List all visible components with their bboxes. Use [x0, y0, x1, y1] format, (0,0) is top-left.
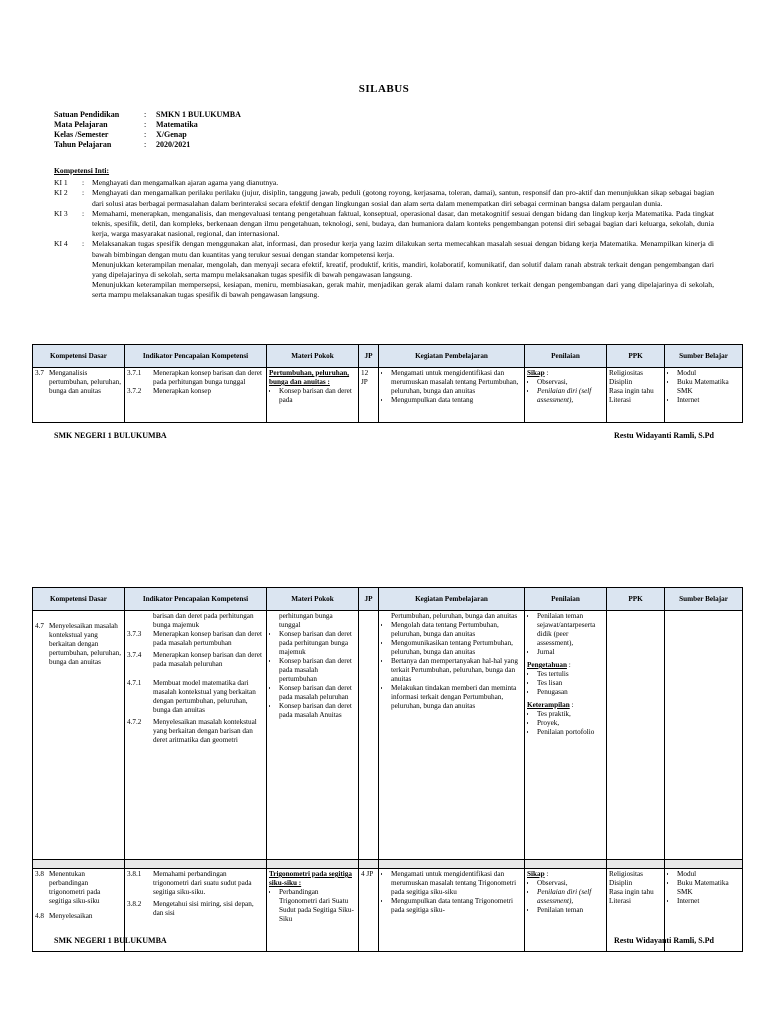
- page-footer: [54, 431, 714, 440]
- ki-text: Melaksanakan tugas spesifik dengan menggunakan alat, informasi, dan prosedur kerja yang lazim dilakukan serta memecahkan masalah sesuai dengan bidang kerja Matematika. Menampilkan kinerja di bawah bimbingan dengan mutu dan kuantitas yang terukur sesuai dengan standar kompetensi kerja.: [92, 239, 714, 259]
- kd-cell: [33, 611, 125, 860]
- ki-heading: Kompetensi Inti:: [54, 166, 110, 175]
- ki4-extra-text: Menunjukkan keterampilan menalar, mengolah, dan menyaji secara efektif, kreatif, produktif, kritis, mandiri, kolaboratif, komunikatif, dan solutif dalam ranah abstrak terkait dengan pengembangan dari yang dipelajarinya di sekolah, serta mampu melaksanakan tugas spesifik di bawah pengawasan langsung.: [92, 259, 714, 280]
- ki4-extra-text: Menunjukkan keterampilan mempersepsi, kesiapan, meniru, membiasakan, gerak mahir, menjadikan gerak alami dalam ranah konkret terkait dengan pengembangan dari yang dipelajarinya di sekolah, serta mampu melaksanakan tugas spesifik di bawah pengawasan langsung.: [92, 280, 714, 300]
- indicator-text: Membuat model matematika dari masalah kontekstual yang berkaitan dengan pertumbuhan, peluruhan, bunga dan anuitas: [153, 679, 256, 714]
- table-header-row: [33, 588, 743, 611]
- indicator-number: 3.7.4: [127, 651, 142, 659]
- indicator-text: Menerapkan konsep: [153, 387, 212, 395]
- footer-school: SMK NEGERI 1 BULUKUMBA: [54, 936, 167, 945]
- ppk-cell: [607, 611, 665, 860]
- kd-text: Menyelesaikan: [49, 912, 93, 920]
- sumber-cell: [665, 611, 743, 860]
- indicator-text: Menerapkan konsep barisan dan deret pada masalah pertumbuhan: [153, 630, 262, 647]
- indicator-text: Menerapkan konsep barisan dan deret pada masalah peluruhan: [153, 651, 262, 668]
- header-kompetensi-dasar: Kompetensi Dasar: [33, 345, 125, 368]
- header-kegiatan: Kegiatan Pembelajaran: [379, 345, 525, 368]
- kd-number: 3.8: [35, 870, 44, 878]
- sumber-item: • Modul: [677, 369, 740, 378]
- jp-cell: [359, 368, 379, 423]
- header-kegiatan: Kegiatan Pembelajaran: [379, 588, 525, 611]
- ki-text: Menghayati dan mengamalkan perilaku perilaku (jujur, disiplin, tanggung jawab, peduli (gotong royong, kerjasama, toleran, damai), santun, responsif dan pro-aktif dan menunjukkan sikap sebagai bagian dari solusi atas berbagai permasalahan dalam berinteraksi secara efektif dengan lingkungan sosial dan alam serta dalam menempatkan diri sebagai cerminan bangsa dalam pergaulan dunia.: [92, 188, 714, 208]
- kegiatan-item: • Mengolah data tentang Pertumbuhan, peluruhan, bunga dan anuitas: [391, 621, 522, 639]
- indicator-number: 3.8.2: [127, 900, 142, 908]
- header-penilaian: Penilaian: [525, 588, 607, 611]
- header-sumber-belajar: Sumber Belajar: [665, 588, 743, 611]
- kd-text: Menyelesaikan masalah kontekstual yang berkaitan dengan pertumbuhan, peluruhan, bunga dan anuitas: [49, 622, 122, 666]
- penilaian-item: • Jurnal: [537, 648, 604, 657]
- info-label: Mata Pelajaran: [54, 120, 108, 129]
- header-indikator: Indikator Pencapaian Kompetensi: [125, 345, 267, 368]
- info-row: Tahun Pelajaran : 2020/2021: [54, 140, 191, 149]
- header-materi-pokok: Materi Pokok: [267, 345, 359, 368]
- table-header-row: [33, 345, 743, 368]
- penilaian-title: Pengetahuan: [527, 661, 567, 669]
- indicator-cell: [125, 368, 267, 423]
- indicator-text: Memahami perbandingan trigonometri dari suatu sudut pada segitiga siku-siku.: [153, 870, 252, 896]
- ki-text: Memahami, menerapkan, menganalisis, dan mengevaluasi tentang pengetahuan faktual, konseptual, operasional dasar, dan metakognitif sesuai dengan bidang dan lingkup kerja Matematika. Pada tingkat teknis, spesifik, detil, dan kompleks, berkenaan dengan ilmu pengetahuan, teknologi, seni, budaya, dan humaniora dalam konteks pengembangan potensi diri sebagai bagian dari keluarga, sekolah, dunia kerja, warga masyarakat nasional, regional, dan internasional.: [92, 208, 714, 239]
- kegiatan-item: • Mengomunikasikan tentang Pertumbuhan, peluruhan, bunga dan anuitas: [391, 639, 522, 657]
- ki-row: KI 2 : Menghayati dan mengamalkan perilaku perilaku (jujur, disiplin, tanggung jawab, peduli (gotong royong, kerjasama, toleran, damai), santun, responsif dan pro-aktif dan menunjukkan sikap sebagai bagian dari solusi atas berbagai permasalahan dalam berinteraksi secara efektif dengan lingkungan sosial dan alam serta dalam menempatkan diri sebagai cerminan bangsa dalam pergaulan dunia.: [54, 188, 714, 208]
- identity-block: [54, 110, 241, 150]
- sumber-item: • Modul: [677, 870, 740, 879]
- kd-cell: [33, 368, 125, 423]
- kegiatan-item: • Mengamati untuk mengidentifikasi dan merumuskan masalah tentang Trigonometri pada segitiga siku-siku: [391, 870, 522, 897]
- info-label: Satuan Pendidikan: [54, 110, 120, 119]
- info-value: Matematika: [156, 120, 198, 129]
- info-value: 2020/2021: [156, 140, 191, 149]
- header-penilaian: Penilaian: [525, 345, 607, 368]
- penilaian-item: • Penilaian teman: [537, 906, 604, 915]
- penilaian-item: • Observasi,: [537, 378, 604, 387]
- header-sumber-belajar: Sumber Belajar: [665, 345, 743, 368]
- sumber-item: • Buku Matematika SMK: [677, 378, 740, 396]
- header-kompetensi-dasar: Kompetensi Dasar: [33, 588, 125, 611]
- penilaian-item: • Tes praktik,: [537, 710, 604, 719]
- kd-number: 4.8: [35, 912, 44, 920]
- ki-row: KI 4 : Melaksanakan tugas spesifik dengan menggunakan alat, informasi, dan prosedur kerja yang lazim dilakukan serta memecahkan masalah sesuai dengan bidang kerja Matematika. Menampilkan kinerja di bawah bimbingan dengan mutu dan kuantitas yang terukur sesuai dengan standar kompetensi kerja.: [54, 239, 714, 259]
- indicator-number: 3.8.1: [127, 870, 142, 878]
- page-1: [0, 0, 768, 450]
- document-title: SILABUS: [358, 83, 410, 95]
- kd-number: 4.7: [35, 622, 44, 630]
- footer-school: SMK NEGERI 1 BULUKUMBA: [54, 431, 167, 440]
- header-indikator: Indikator Pencapaian Kompetensi: [125, 588, 267, 611]
- materi-cell: [267, 368, 359, 423]
- materi-item: • Konsep barisan dan deret pada masalah pertumbuhan: [279, 657, 356, 684]
- indicator-number: 3.7.1: [127, 369, 142, 377]
- penilaian-title: Sikap: [527, 870, 545, 878]
- page-2: [0, 580, 768, 1024]
- materi-cell: [267, 611, 359, 860]
- header-materi-pokok: Materi Pokok: [267, 588, 359, 611]
- table-row: [33, 368, 743, 423]
- indicator-text: barisan dan deret pada perhitungan bunga majemuk: [153, 612, 254, 629]
- syllabus-table-1: [32, 344, 743, 423]
- footer-author: Restu Widayanti Ramli, S.Pd: [614, 936, 714, 945]
- page-gap: [0, 450, 768, 580]
- materi-title: Pertumbuhan, peluruhan, bunga dan anuitas :: [269, 369, 350, 386]
- header-jp: JP: [359, 588, 379, 611]
- syllabus-table-2: [32, 587, 743, 952]
- info-label: Kelas /Semester: [54, 130, 109, 139]
- info-row: Satuan Pendidikan : SMKN 1 BULUKUMBA: [54, 110, 241, 119]
- info-value: SMKN 1 BULUKUMBA: [156, 110, 241, 119]
- ki-code: KI 4: [54, 239, 68, 249]
- indicator-number: 4.7.1: [127, 679, 142, 687]
- kegiatan-item: • Mengamati untuk mengidentifikasi dan merumuskan masalah tentang Pertumbuhan, peluruhan, bunga dan anuitas: [391, 369, 522, 396]
- sumber-item: • Buku Matematika SMK: [677, 879, 740, 897]
- ki-row: KI 1 : Menghayati dan mengamalkan ajaran agama yang dianutnya.: [54, 178, 714, 188]
- penilaian-item: • Observasi,: [537, 879, 604, 888]
- materi-item: perhitungan bunga tunggal: [279, 612, 333, 629]
- materi-item: • Konsep barisan dan deret pada perhitungan bunga majemuk: [279, 630, 356, 657]
- ki-code: KI 2: [54, 188, 68, 198]
- sumber-item: • Internet: [677, 897, 740, 906]
- info-label: Tahun Pelajaran: [54, 140, 112, 149]
- penilaian-cell: Sikap : • Observasi, • Penilaian diri (self assessment), • Penilaian teman: [525, 869, 607, 952]
- ki-text: Menghayati dan mengamalkan ajaran agama yang dianutnya.: [92, 178, 279, 188]
- penilaian-item: • Penilaian teman sejawat/antarpeserta didik (peer assessment),: [537, 612, 604, 648]
- penilaian-cell: Sikap : • Observasi, • Penilaian diri (self assessment),: [525, 368, 607, 423]
- ppk-item: Religiositas: [609, 369, 643, 377]
- kd-text: Menganalisis pertumbuhan, peluruhan, bunga dan anuitas: [49, 369, 122, 395]
- page-footer: [54, 936, 714, 945]
- kegiatan-item: • Bertanya dan mempertanyakan hal-hal yang terkait Pertumbuhan, peluruhan, bunga dan anuitas: [391, 657, 522, 684]
- materi-item: • Konsep barisan dan deret pada masalah peluruhan: [279, 684, 356, 702]
- indicator-text: Menerapkan konsep barisan dan deret pada perhitungan bunga tunggal: [153, 369, 262, 386]
- info-row: Kelas /Semester : X/Genap: [54, 130, 187, 139]
- ppk-item: Rasa ingin tahu: [609, 888, 654, 896]
- penilaian-title: Keterampilan: [527, 701, 570, 709]
- indicator-text: Mengetahui sisi miring, sisi depan, dan sisi: [153, 900, 254, 917]
- penilaian-item: • Penilaian diri (self assessment),: [537, 387, 604, 405]
- kegiatan-cell: [379, 611, 525, 860]
- kompetensi-inti: [54, 166, 714, 301]
- indicator-cell: [125, 611, 267, 860]
- indicator-number: 3.7.3: [127, 630, 142, 638]
- penilaian-item: • Penugasan: [537, 688, 604, 697]
- jp-value: 4 JP: [361, 870, 374, 878]
- penilaian-item: • Tes tertulis: [537, 670, 604, 679]
- ppk-item: Religiositas: [609, 870, 643, 878]
- footer-author: Restu Widayanti Ramli, S.Pd: [614, 431, 714, 440]
- ppk-cell: [607, 368, 665, 423]
- ppk-item: Disiplin: [609, 879, 633, 887]
- sumber-cell: [665, 368, 743, 423]
- ki-code: KI 1: [54, 178, 68, 188]
- penilaian-item: • Tes lisan: [537, 679, 604, 688]
- kegiatan-item: • Mengumpulkan data tentang Trigonometri pada segitiga siku-: [391, 897, 522, 915]
- penilaian-cell: • Penilaian teman sejawat/antarpeserta didik (peer assessment), • Jurnal Pengetahuan : • Tes tertulis • Tes lisan • Penugasan Keterampilan : • Tes praktik, • Proyek, • Penilaian portofolio: [525, 611, 607, 860]
- kd-number: 3.7: [35, 369, 44, 377]
- indicator-text: Menyelesaikan masalah kontekstual yang berkaitan dengan barisan dan deret aritmatika dan geometri: [153, 718, 257, 744]
- ppk-item: Literasi: [609, 897, 631, 905]
- penilaian-item: • Penilaian diri (self assessment),: [537, 888, 604, 906]
- materi-title: Trigonometri pada segitiga siku-siku :: [269, 870, 352, 887]
- kegiatan-item: • Melakukan tindakan memberi dan meminta informasi terkait dengan Pertumbuhan, peluruhan, bunga dan anuitas: [391, 684, 522, 711]
- sumber-item: • Internet: [677, 396, 740, 405]
- ki-row: KI 3 : Memahami, menerapkan, menganalisis, dan mengevaluasi tentang pengetahuan faktual, konseptual, operasional dasar, dan metakognitif sesuai dengan bidang dan lingkup kerja Matematika. Pada tingkat teknis, spesifik, detil, dan kompleks, berkenaan dengan ilmu pengetahuan, teknologi, seni, budaya, dan humaniora dalam konteks pengembangan potensi diri sebagai bagian dari keluarga, sekolah, dunia kerja, warga masyarakat nasional, regional, dan internasional.: [54, 208, 714, 239]
- kegiatan-item: • Mengumpulkan data tentang: [391, 396, 522, 405]
- kd-text: Menentukan perbandingan trigonometri pada segitiga siku-siku: [49, 870, 101, 905]
- header-ppk: PPK: [607, 345, 665, 368]
- table-row: [33, 611, 743, 860]
- penilaian-title: Sikap: [527, 369, 545, 377]
- kegiatan-cell: [379, 368, 525, 423]
- ppk-item: Literasi: [609, 396, 631, 404]
- materi-item: • Konsep barisan dan deret pada masalah Anuitas: [279, 702, 356, 720]
- penilaian-item: • Proyek,: [537, 719, 604, 728]
- header-jp: JP: [359, 345, 379, 368]
- kegiatan-item: Pertumbuhan, peluruhan, bunga dan anuitas: [391, 612, 518, 620]
- materi-item: • Konsep barisan dan deret pada: [279, 387, 356, 405]
- indicator-number: 4.7.2: [127, 718, 142, 726]
- materi-item: • Perbandingan Trigonometri dari Suatu Sudut pada Segitiga Siku-Siku: [279, 888, 356, 924]
- info-row: Mata Pelajaran : Matematika: [54, 120, 198, 129]
- jp-value: 12 JP: [361, 369, 369, 386]
- table-separator-row: [33, 860, 743, 869]
- indicator-number: 3.7.2: [127, 387, 142, 395]
- header-ppk: PPK: [607, 588, 665, 611]
- penilaian-item: • Penilaian portofolio: [537, 728, 604, 737]
- ppk-item: Rasa ingin tahu: [609, 387, 654, 395]
- jp-cell: [359, 611, 379, 860]
- ki-code: KI 3: [54, 208, 68, 218]
- ppk-item: Disiplin: [609, 378, 633, 386]
- info-value: X/Genap: [156, 130, 187, 139]
